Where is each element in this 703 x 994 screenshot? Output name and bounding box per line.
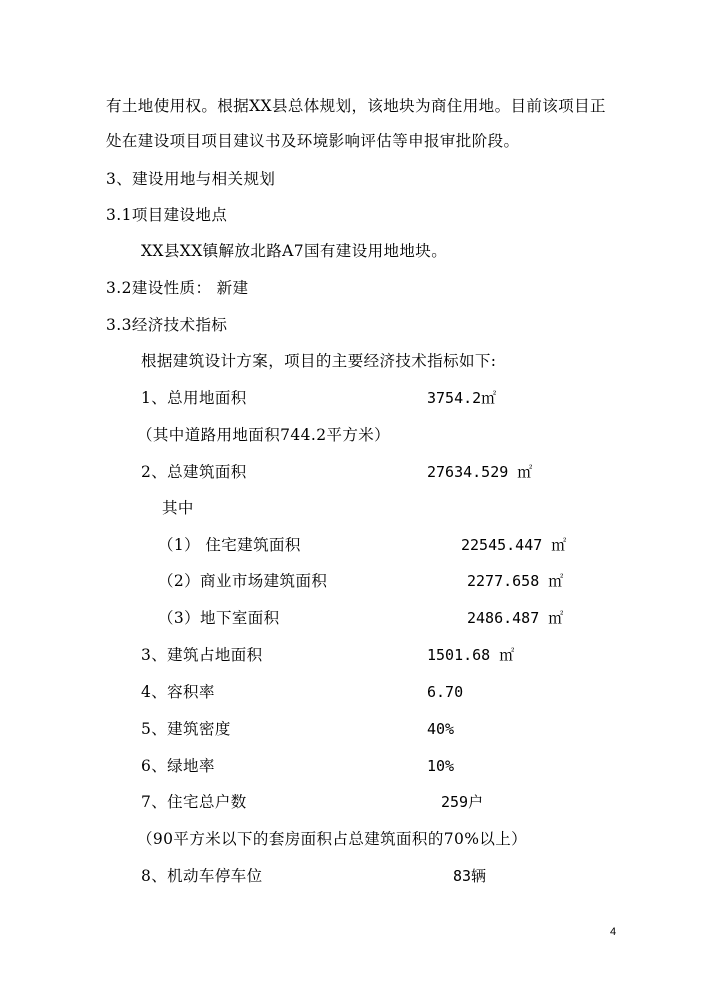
indicator-label-plot-ratio: 4、容积率 [141, 683, 215, 701]
indicator-value-total-building-area: 27634.529 ㎡ [427, 463, 533, 481]
indicator-value-plot-ratio: 6.70 [427, 683, 464, 701]
indicator-value-parking: 83辆 [453, 867, 487, 885]
note-road-area: （其中道路用地面积744.2平方米） [137, 426, 391, 444]
indicator-value-total-land-area: 3754.2㎡ [427, 389, 497, 407]
section-3-2-heading: 3.2建设性质： 新建 [106, 279, 249, 297]
indicator-label-parking: 8、机动车停车位 [141, 867, 263, 885]
indicator-label-green-ratio: 6、绿地率 [141, 757, 215, 775]
section-3-3-heading: 3.3经济技术指标 [106, 316, 228, 334]
indicator-label-basement-area: （3）地下室面积 [158, 609, 280, 627]
indicator-value-commercial-area: 2277.658 ㎡ [467, 572, 564, 590]
indicator-label-households: 7、住宅总户数 [141, 793, 247, 811]
indicator-value-footprint-area: 1501.68 ㎡ [427, 646, 515, 664]
indicator-label-residential-area: （1） 住宅建筑面积 [158, 536, 301, 554]
note-small-units: （90平方米以下的套房面积占总建筑面积的70%以上） [137, 830, 528, 848]
indicator-value-households: 259户 [441, 793, 484, 811]
indicator-value-building-density: 40% [427, 720, 455, 738]
sub-heading-among: 其中 [162, 499, 194, 517]
section-3-1-heading: 3.1项目建设地点 [106, 206, 228, 224]
indicator-label-building-density: 5、建筑密度 [141, 720, 231, 738]
indicator-value-residential-area: 22545.447 ㎡ [461, 536, 567, 554]
section-3-heading: 3、建设用地与相关规划 [106, 170, 276, 188]
section-3-3-intro: 根据建筑设计方案，项目的主要经济技术指标如下: [141, 352, 497, 370]
section-3-1-text: XX县XX镇解放北路A7国有建设用地地块。 [141, 242, 448, 260]
indicator-label-total-land-area: 1、总用地面积 [141, 389, 247, 407]
indicator-value-green-ratio: 10% [427, 757, 455, 775]
page-number: 4 [610, 926, 617, 938]
indicator-value-basement-area: 2486.487 ㎡ [467, 609, 564, 627]
paragraph-line-1: 有土地使用权。根据XX县总体规划，该地块为商住用地。目前该项目正 [106, 97, 606, 115]
indicator-label-total-building-area: 2、总建筑面积 [141, 463, 247, 481]
paragraph-line-2: 处在建设项目项目建议书及环境影响评估等申报审批阶段。 [106, 132, 520, 150]
indicator-label-footprint-area: 3、建筑占地面积 [141, 646, 263, 664]
indicator-label-commercial-area: （2）商业市场建筑面积 [158, 572, 328, 590]
